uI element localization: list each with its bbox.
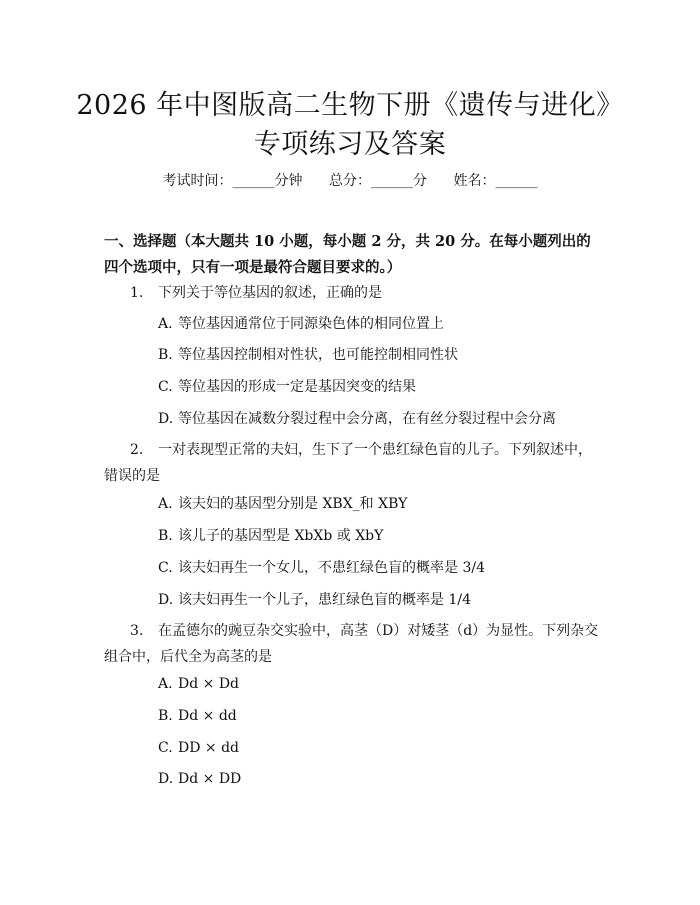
option-letter: A. bbox=[158, 676, 173, 692]
option-2d bbox=[158, 590, 608, 610]
option-2b bbox=[158, 526, 608, 546]
option-1b bbox=[158, 345, 608, 365]
option-text: 等位基因在减数分裂过程中会分离，在有丝分裂过程中会分离 bbox=[178, 411, 556, 427]
exam-time-field: 考试时间：______分钟 bbox=[162, 173, 303, 189]
question-stem: 在孟德尔的豌豆杂交实验中，高茎（D）对矮茎（d）为显性。下列杂交组合中，后代全为高茎的是 bbox=[104, 623, 599, 665]
question-3 bbox=[104, 618, 602, 670]
exam-info bbox=[0, 170, 700, 190]
option-text: 该夫妇再生一个儿子，患红绿色盲的概率是 1/4 bbox=[178, 592, 471, 608]
question-1 bbox=[104, 280, 602, 306]
option-letter: C. bbox=[158, 560, 173, 576]
question-2 bbox=[104, 437, 602, 489]
option-text: 等位基因控制相对性状，也可能控制相同性状 bbox=[178, 347, 458, 363]
option-3b bbox=[158, 706, 608, 726]
exam-score-field: 总分：______分 bbox=[329, 173, 427, 189]
option-3c bbox=[158, 738, 608, 758]
option-letter: C. bbox=[158, 740, 173, 756]
option-text: 等位基因的形成一定是基因突变的结果 bbox=[178, 379, 416, 395]
option-text: 该夫妇再生一个女儿，不患红绿色盲的概率是 3/4 bbox=[178, 560, 485, 576]
option-2a bbox=[158, 494, 608, 514]
option-text: 该夫妇的基因型分别是 XBX_和 XBY bbox=[178, 496, 408, 512]
option-2c bbox=[158, 558, 608, 578]
option-letter: A. bbox=[158, 316, 173, 332]
option-text: 等位基因通常位于同源染色体的相同位置上 bbox=[178, 316, 444, 332]
section-heading: 一、选择题（本大题共 10 小题，每小题 2 分，共 20 分。在每小题列出的四个选项中，只有一项是最符合题目要求的。） bbox=[104, 233, 591, 276]
option-letter: D. bbox=[158, 411, 174, 427]
option-letter: D. bbox=[158, 592, 174, 608]
option-letter: B. bbox=[158, 528, 173, 544]
option-letter: D. bbox=[158, 771, 174, 787]
question-number: 1. bbox=[130, 285, 144, 301]
option-text: Dd × Dd bbox=[178, 676, 240, 692]
exam-name-field: 姓名：______ bbox=[453, 173, 538, 189]
question-number: 3. bbox=[130, 623, 144, 639]
question-stem: 下列关于等位基因的叙述，正确的是 bbox=[158, 285, 382, 301]
option-text: Dd × dd bbox=[178, 708, 237, 724]
option-1d bbox=[158, 409, 608, 429]
option-text: DD × dd bbox=[178, 740, 240, 756]
option-3d bbox=[158, 769, 608, 789]
option-letter: A. bbox=[158, 496, 173, 512]
option-letter: B. bbox=[158, 708, 173, 724]
document-title-line2: 专项练习及答案 bbox=[253, 129, 447, 160]
option-1a bbox=[158, 314, 608, 334]
question-number: 2. bbox=[130, 442, 144, 458]
option-text: 该儿子的基因型是 XbXb 或 XbY bbox=[178, 528, 384, 544]
option-letter: B. bbox=[158, 347, 173, 363]
question-stem: 一对表现型正常的夫妇，生下了一个患红绿色盲的儿子。下列叙述中，错误的是 bbox=[104, 442, 592, 484]
option-text: Dd × DD bbox=[178, 771, 242, 787]
option-3a bbox=[158, 674, 608, 694]
document-title-line1: 2026 年中图版高二生物下册《遗传与进化》 bbox=[76, 90, 624, 121]
option-letter: C. bbox=[158, 379, 173, 395]
option-1c bbox=[158, 377, 608, 397]
